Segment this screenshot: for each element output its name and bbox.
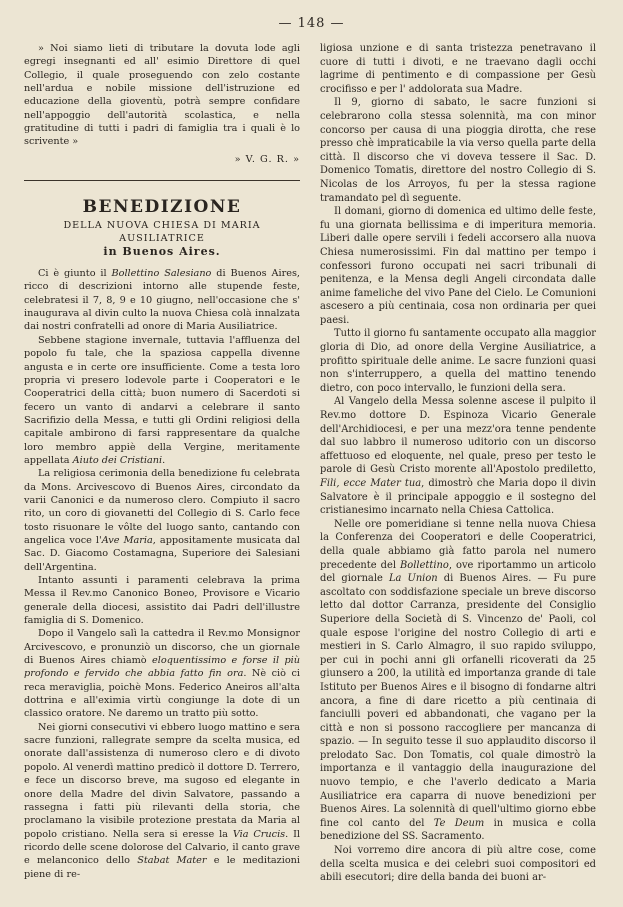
paragraph: Dopo il Vangelo salì la cattedra il Rev.mo Monsignor Arcivescovo, e pronunziò un discorso, che un giornale di Buenos Aires chiamò eloquentissimo e forse il più profondo e fervido che abbia fatto fin ora. Nè ciò ci reca meraviglia, poichè Mons. Federico Aneiros all'alta dottrina e all'eximia virtù congiunge la dote di un classico oratore. Ne daremo un tratto più sotto. [24, 628, 300, 720]
article-subtitle: DELLA NUOVA CHIESA DI MARIA AUSILIATRICE [63, 220, 261, 245]
paragraph: Tutto il giorno fu santamente occupato alla maggior gloria di Dio, ad onore della Vergine Ausiliatrice, a profitto spirituale delle anime. Le sacre funzioni quasi non s'interruppero, a quella del mattino tenendo dietro, con poco intervallo, le funzioni della sera. [320, 328, 596, 394]
paragraph: Nelle ore pomeridiane si tenne nella nuova Chiesa la Conferenza dei Cooperatori e delle Cooperatrici, della quale abbiamo già fatto parola nel numero precedente del Bollettino, ove riportammo un articolo del giornale La Union di Buenos Aires. — Fu pure ascoltato con soddisfazione speciale un breve discorso letto dal dottor Carranza, presidente del Consiglio Superiore della Società di S. Vincenzo de' Paoli, col quale espose l'origine del nostro Collegio di arti e mestieri in S. Carlo Almagro, il suo rapido sviluppo, per cui in pochi anni gli orfanelli ricoverati da 25 giunsero a 200, la utilità ed importanza grande di tale Istituto per Buenos Aires e il bisogno di fondarne altri ancora, a fine di dare ricetto a più centinaia di fanciulli poveri ed abbandonati, che vagano per la città e non si possono raccogliere per mancanza di spazio. — In seguito tesse il suo applaudito discorso il prelodato Sac. Don Tomatis, col quale dimostrò la importanza e il vantaggio della inaugurazione del nuovo tempio, e che l'averlo dedicato a Maria Ausiliatrice era caparra di nuove benedizioni per Buenos Aires. La solennità di quell'ultimo giorno ebbe fine col canto del Te Deum in musica e colla benedizione del SS. Sacramento. [320, 518, 597, 843]
paragraph: Noi vorremo dire ancora di più altre cose, come della scelta musica e dei celebri suoi compositori ed abili esecutori; dire della banda dei buoni ar- [320, 845, 596, 884]
paragraph: ligiosa unzione e di santa tristezza penetravano il cuore di tutti i divoti, e ne traevano dagli occhi lagrime di pentimento e di compassione per Gesù crocifisso e per l' addolorata sua Madre. [320, 43, 596, 95]
right-column [320, 42, 596, 885]
paragraph: Nei giorni consecutivi vi ebbero luogo mattino e sera sacre funzioni, rallegrate sempre da scelta musica, ed onorate dall'assistenza di numeroso clero e di divoto popolo. Al venerdì mattino predicò il dottore D. Terrero, e fece un discorso breve, ma sugoso ed elegante in onore della Madre del divin Salvatore, passando a rassegna i fatti più rilevanti della storia, che proclamano la visibile protezione prestata da Maria al popolo cristiano. Nella sera si eresse la Via Crucis. Il ricordo delle scene dolorose del Calvario, il canto grave e melanconico dello Stabat Mater e le meditazioni piene di re- [24, 721, 300, 880]
section-divider [24, 180, 300, 181]
signature: » V. G. R. » [234, 153, 300, 165]
article-title: BENEDIZIONE [82, 197, 242, 218]
intro-paragraph: » Noi siamo lieti di tributare la dovuta lode agli egregi insegnanti ed all' esimio Direttore di quel Collegio, il quale proseguendo con zelo costante nell'ardua e nobile missione dell'istruzione ed educazione della gioventù, potrà sempre confidare nell'appoggio dell'autorità scolastica, e nella gratitudine di tutti i padri di famiglia tra i quali è lo scrivente » [24, 43, 300, 148]
paragraph: La religiosa cerimonia della benedizione fu celebrata da Mons. Arcivescovo di Buenos Aires, circondato da varii Canonici e da numeroso clero. Compiuto il sacro rito, un coro di giovanetti del Collegio di S. Carlo fece tosto risuonare le vôlte del luogo santo, cantando con angelica voce l'Ave Maria, appositamente musicata dal Sac. D. Giacomo Costamagna, Superiore dei Salesiani dell'Argentina. [24, 468, 301, 573]
paragraph: Ci è giunto il Bollettino Salesiano di Buenos Aires, ricco di descrizioni intorno alle stupende feste, celebratesi il 7, 8, 9 e 10 giugno, nell'occasione che s' inaugurava al divin culto la nuova Chiesa colà innalzata dai nostri confratelli ad onore di Maria Ausiliatrice. [24, 268, 300, 333]
paragraph: Sebbene stagione invernale, tuttavia l'affluenza del popolo fu tale, che la spaziosa cappella divenne angusta e in certe ore insufficiente. Come a testa loro propria vi presero lodevole parte i Cooperatori e le Cooperatrici della città; buon numero di Sacerdoti si fecero un vanto di andarvi a celebrare il santo Sacrifizio della Messa, e tutti gli Ordini religiosi della capitale ambirono di farsi rappresentare da qualche loro membro appiè della Vergine, meritamente appellata Aiuto dei Cristiani. [24, 334, 300, 466]
left-column [24, 42, 300, 881]
paragraph: Il 9, giorno di sabato, le sacre funzioni si celebrarono colla stessa solennità, ma con minor concorso per causa di una pioggia dirotta, che rese presso chè impraticabile la via verso quella parte della città. Il discorso che vi doveva tessere il Sac. D. Domenico Tomatis, direttore del nostro Collegio di S. Nicolas de los Arroyos, fu per la stessa ragione tramandato pel dì seguente. [320, 97, 596, 204]
paragraph: Al Vangelo della Messa solenne ascese il pulpito il Rev.mo dottore D. Espinoza Vicario Generale dell'Archidiocesi, e per una mezz'ora tenne pendente dal suo labbro il numeroso uditorio con un discorso affettuoso ed eloquente, nel quale, preso per testo le parole di Gesù Cristo morente all'Apostolo prediletto, Fili, ecce Mater tua, dimostrò che Maria dopo il divin Salvatore è il principale appoggio e il sostegno del cristianesimo incarnato nella Chiesa Cattolica. [320, 396, 596, 517]
page-number: — 148 — [278, 16, 345, 31]
paragraph: Intanto assunti i paramenti celebrava la prima Messa il Rev.mo Canonico Boneo, Provisore e Vicario generale della diocesi, assistito dai Padri dell'illustre famiglia di S. Domenico. [24, 575, 300, 627]
paragraph: Il domani, giorno di domenica ed ultimo delle feste, fu una giornata bellissima e di imperitura memoria. Liberi dalle opere servili i fedeli accorsero alla nuova Chiesa numerosissimi. Fin dal mattino per tempo i confessori furono occupati nei sacri tribunali di penitenza, e la Mensa degli Angeli circondata dalle anime fameliche del vivo Pane del Cielo. Le Comunioni ascesero a più centinaia, cosa non ordinaria per quei paesi. [320, 206, 596, 326]
article-place: in Buenos Aires. [103, 245, 221, 259]
